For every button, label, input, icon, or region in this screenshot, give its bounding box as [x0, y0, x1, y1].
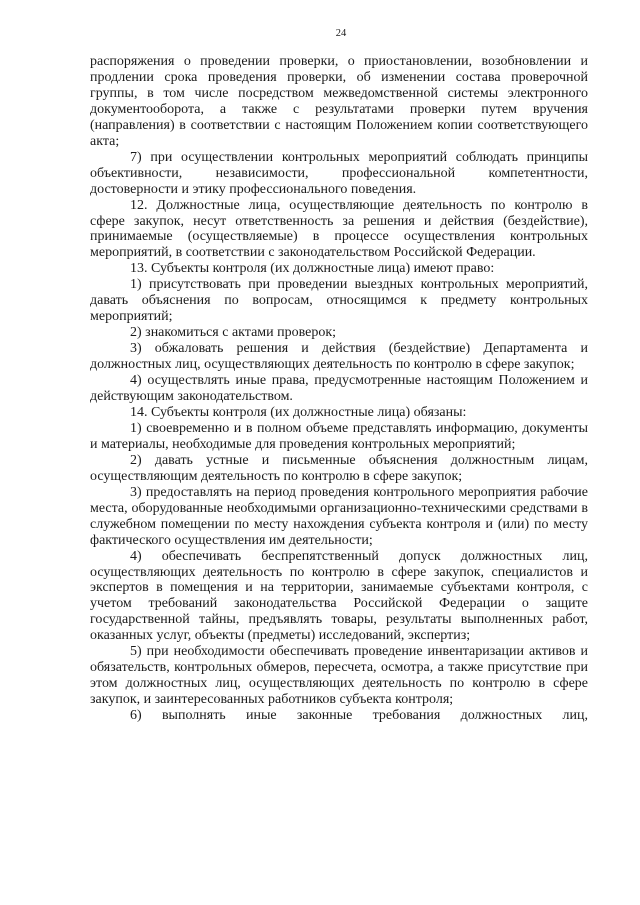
document-paragraph: распоряжения о проведении проверки, о приостановлении, возобновлении и продлении срока проведения проверки, об изменении состава проверочной группы, в том числе посредством межведомственной системы электронного документооборота, а также с результатами проверки путем вручения (направления) в соответствии с настоящим Положением копии соответствующего акта; — [90, 54, 588, 149]
document-paragraph: 1) своевременно и в полном объеме представлять информацию, документы и материалы, необходимые для проведения контрольных мероприятий; — [90, 420, 588, 452]
document-paragraph: 2) давать устные и письменные объяснения должностным лицам, осуществляющим деятельность по контролю в сфере закупок; — [90, 452, 588, 484]
document-paragraph: 13. Субъекты контроля (их должностные лица) имеют право: — [130, 261, 495, 277]
document-body — [90, 54, 588, 724]
document-paragraph: 12. Должностные лица, осуществляющие деятельность по контролю в сфере закупок, несут ответственность за решения и действия (бездействие), принимаемые (осуществляемые) в процессе осуществления контрольных мероприятий, в соответствии с законодательством Российской Федерации. — [90, 197, 588, 261]
document-page — [90, 28, 588, 724]
document-paragraph: 14. Субъекты контроля (их должностные лица) обязаны: — [130, 404, 467, 420]
document-paragraph: 3) обжаловать решения и действия (бездействие) Департамента и должностных лиц, осуществляющих деятельность по контролю в сфере закупок; — [90, 341, 588, 373]
document-paragraph: 4) обеспечивать беспрепятственный допуск должностных лиц, осуществляющих деятельность по контролю в сфере закупок, специалистов и экспертов в помещения и на территории, занимаемые субъектами контроля, с учетом требований законодательства Российской Федерации о защите государственной тайны, предъявлять товары, результаты выполненных работ, оказанных услуг, объекты (предметы) исследований, экспертиз; — [90, 548, 588, 644]
document-paragraph: 4) осуществлять иные права, предусмотренные настоящим Положением и действующим законодательством. — [90, 373, 588, 405]
document-paragraph: 6) выполнять иные законные требования должностных лиц, — [130, 708, 588, 724]
document-paragraph: 7) при осуществлении контрольных мероприятий соблюдать принципы объективности, независимости, профессиональной компетентности, достоверности и этику профессионального поведения. — [90, 149, 588, 197]
page-number: 24 — [335, 28, 347, 39]
document-paragraph: 5) при необходимости обеспечивать проведение инвентаризации активов и обязательств, контрольных обмеров, пересчета, осмотра, а также присутствие при этом должностных лиц, осуществляющих деятельность по контролю в сфере закупок, и заинтересованных работников субъекта контроля; — [90, 644, 588, 708]
document-paragraph: 3) предоставлять на период проведения контрольного мероприятия рабочие места, оборудованные необходимыми организационно-техническими средствами в служебном помещении по месту нахождения субъекта контроля и (или) по месту фактического осуществления им деятельности; — [90, 484, 588, 548]
document-paragraph: 2) знакомиться с актами проверок; — [130, 325, 337, 341]
document-paragraph: 1) присутствовать при проведении выездных контрольных мероприятий, давать объяснения по вопросам, относящимся к предмету контрольных мероприятий; — [90, 277, 588, 325]
